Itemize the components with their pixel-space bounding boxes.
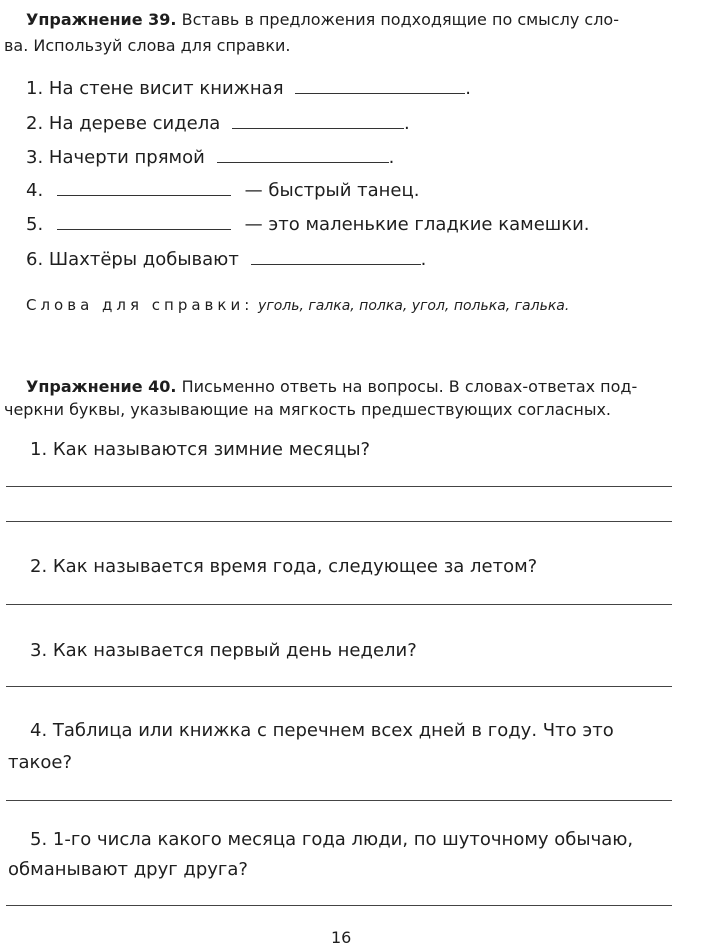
- item-text: — это маленькие гладкие камешки.: [244, 214, 590, 235]
- question-5-line1: 5. 1-го числа какого месяца года люди, по шуточному обычаю,: [30, 829, 634, 850]
- exercise-39-heading: Упражнение 39.: [26, 10, 177, 29]
- answer-blank[interactable]: [295, 92, 465, 94]
- answer-line[interactable]: [6, 905, 672, 906]
- answer-line[interactable]: [6, 800, 672, 801]
- answer-blank[interactable]: [232, 127, 404, 129]
- item-punct: .: [388, 147, 395, 168]
- answer-blank[interactable]: [57, 194, 231, 196]
- exercise-39-intro-line1: [26, 9, 619, 31]
- answer-line[interactable]: [6, 686, 672, 687]
- exercise-40-intro-line1: [26, 376, 637, 398]
- item-text: На дереве сидела: [48, 113, 221, 134]
- item-number: 2.: [26, 113, 44, 134]
- reference-list: уголь, галка, полка, угол, полька, галька.: [258, 298, 570, 314]
- reference-words: [26, 296, 569, 314]
- exercise-40-text-line2: черкни буквы, указывающие на мягкость предшествующих согласных.: [4, 400, 611, 419]
- question-4-line1: 4. Таблица или книжка с перечнем всех дней в году. Что это: [30, 720, 614, 741]
- question-5-line2: обманывают друг друга?: [8, 859, 248, 880]
- reference-label: Слова для справки:: [26, 296, 254, 314]
- exercise-39-text-line1: Вставь в предложения подходящие по смыслу сло-: [181, 10, 619, 29]
- item-text: — быстрый танец.: [244, 180, 420, 201]
- item-number: 5.: [26, 214, 44, 235]
- exercise-39-item-5: [26, 214, 590, 235]
- question-3: 3. Как называется первый день недели?: [30, 640, 417, 661]
- answer-blank[interactable]: [57, 228, 231, 230]
- item-text: Начерти прямой: [48, 147, 205, 168]
- item-text: На стене висит книжная: [48, 78, 284, 99]
- item-text: Шахтёры добывают: [48, 249, 239, 270]
- question-4-line2: такое?: [8, 752, 73, 773]
- answer-blank[interactable]: [217, 161, 389, 163]
- exercise-39-item-2: [26, 113, 410, 134]
- exercise-39-item-1: [26, 78, 471, 99]
- item-number: 1.: [26, 78, 44, 99]
- item-number: 3.: [26, 147, 44, 168]
- answer-blank[interactable]: [251, 263, 421, 265]
- item-punct: .: [404, 113, 410, 134]
- item-number: 6.: [26, 249, 44, 270]
- page-number: 16: [331, 928, 352, 947]
- exercise-40-heading: Упражнение 40.: [26, 377, 177, 396]
- answer-line[interactable]: [6, 521, 672, 522]
- item-number: 4.: [26, 180, 44, 201]
- exercise-40-text-line1: Письменно ответь на вопросы. В словах-ответах под-: [181, 377, 638, 396]
- question-1: 1. Как называются зимние месяцы?: [30, 439, 371, 460]
- answer-line[interactable]: [6, 604, 672, 605]
- answer-line[interactable]: [6, 486, 672, 487]
- exercise-39-text-line2: ва. Используй слова для справки.: [4, 36, 291, 55]
- question-2: 2. Как называется время года, следующее за летом?: [30, 556, 538, 577]
- exercise-39-item-6: [26, 249, 426, 270]
- exercise-39-item-3: [26, 147, 394, 168]
- exercise-39-item-4: [26, 180, 419, 201]
- item-punct: .: [465, 78, 471, 99]
- item-punct: .: [420, 249, 427, 270]
